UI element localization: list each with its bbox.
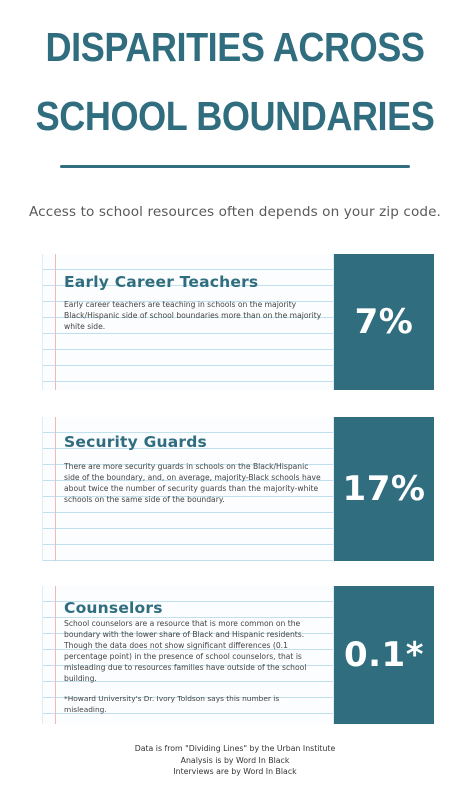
stat-box bbox=[334, 254, 434, 390]
credit-line-analysis: Analysis is by Word In Black bbox=[180, 755, 290, 765]
stat-box bbox=[334, 586, 434, 724]
card-security-guards bbox=[42, 417, 434, 561]
stat-value: 17% bbox=[342, 469, 426, 509]
card-footnote: *Howard University's Dr. Ivory Toldson says this number is misleading. bbox=[64, 694, 280, 714]
card-description: Early career teachers are teaching in schools on the majority Black/Hispanic side of school boundaries more than on the majority white side. bbox=[64, 300, 322, 331]
card-counselors bbox=[42, 586, 434, 724]
card-description: School counselors are a resource that is more common on the boundary with the lower share of Black and Hispanic residents. Though the data does not show significant differences (0.1 percentage point) in the presence of school counselors, that is misleading due to resources families have outside of the school building. bbox=[64, 619, 307, 683]
page-title-line-2: SCHOOL BOUNDARIES bbox=[35, 93, 435, 139]
page-title-line-1: DISPARITIES ACROSS bbox=[45, 24, 425, 70]
credit-line-interviews: Interviews are by Word In Black bbox=[173, 767, 297, 776]
credits bbox=[0, 743, 470, 778]
stat-box bbox=[334, 417, 434, 561]
card-early-career-teachers bbox=[42, 254, 434, 390]
stat-value: 0.1* bbox=[343, 635, 424, 675]
card-title: Counselors bbox=[64, 599, 163, 617]
subtitle: Access to school resources often depends on your zip code. bbox=[29, 204, 441, 220]
card-title: Security Guards bbox=[64, 433, 207, 451]
card-description: There are more security guards in schools on the Black/Hispanic side of the boundary, and, on average, majority-Black schools have about twice the number of security guards than the majority-white schools on the same side of the boundary. bbox=[64, 462, 321, 504]
title-divider bbox=[60, 165, 410, 168]
stat-value: 7% bbox=[354, 302, 414, 342]
card-title: Early Career Teachers bbox=[64, 273, 259, 291]
credit-line-data-source: Data is from "Dividing Lines" by the Urban Institute bbox=[134, 744, 336, 753]
